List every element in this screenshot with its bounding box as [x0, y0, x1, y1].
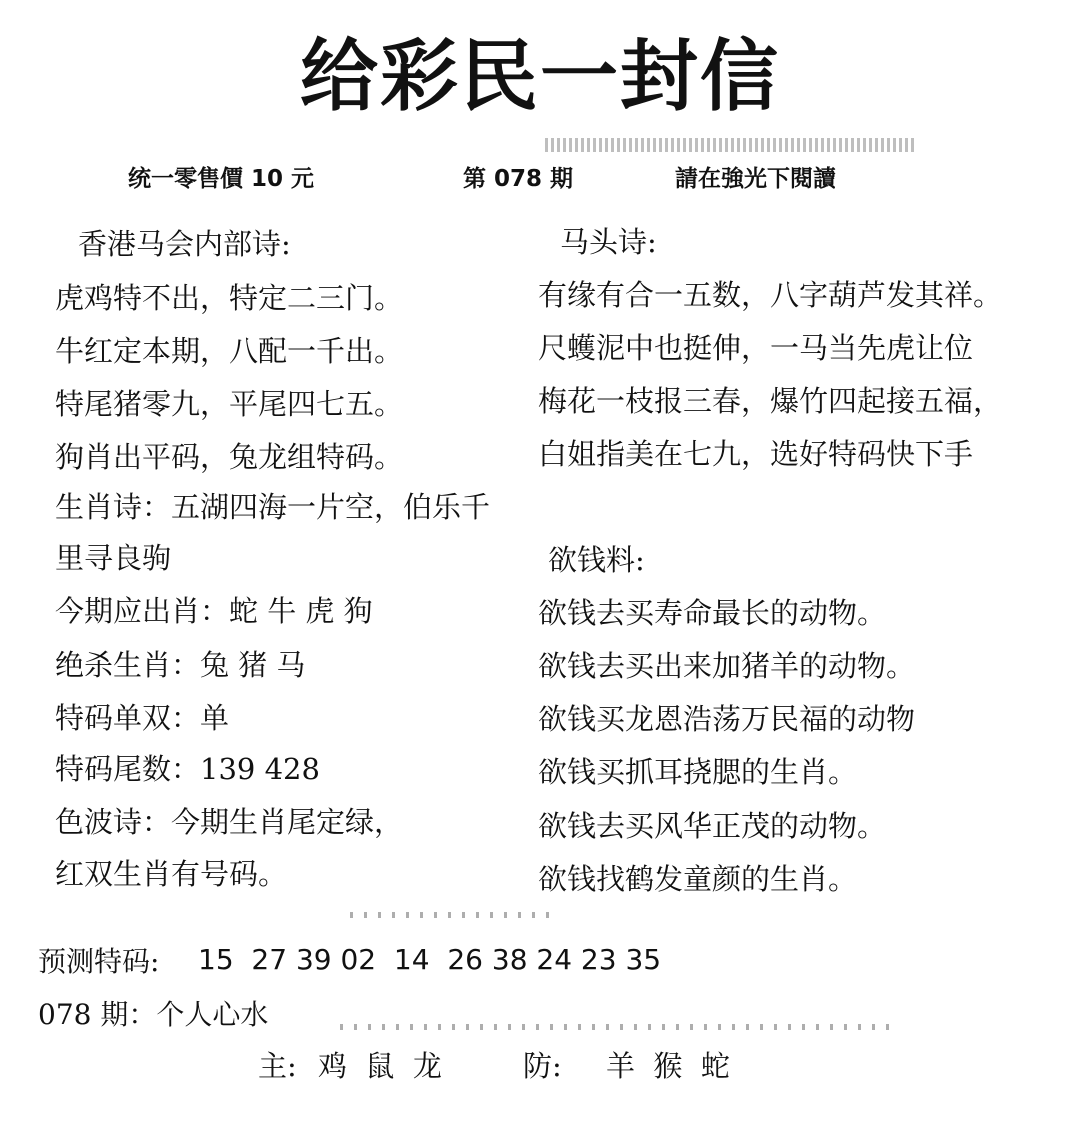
zodiac-poem-line-1: 生肖诗：五湖四海一片空，伯乐千 [55, 490, 491, 524]
money-line-2: 欲钱去买出来加猪羊的动物。 [538, 649, 916, 683]
current-zodiac: 今期应出肖：蛇 牛 虎 狗 [55, 594, 373, 628]
scan-noise [545, 138, 915, 152]
left-heading: 香港马会内部诗: [78, 227, 291, 261]
right-poem-line-2: 尺蠖泥中也挺伸，一马当先虎让位 [538, 331, 974, 365]
money-line-6: 欲钱找鹤发童颜的生肖。 [538, 862, 858, 896]
scan-noise-dots [350, 912, 550, 918]
money-heading: 欲钱料: [548, 543, 645, 577]
guard-label: 防: [523, 1049, 562, 1083]
money-line-4: 欲钱买抓耳挠腮的生肖。 [538, 755, 858, 789]
money-line-3: 欲钱买龙恩浩荡万民福的动物 [538, 702, 916, 736]
page-title: 给彩民一封信 [299, 32, 780, 122]
right-heading: 马头诗: [560, 225, 657, 259]
odd-even: 特码单双：单 [55, 701, 230, 735]
guard-values: 羊 猴 蛇 [606, 1049, 730, 1083]
scan-noise-dots [340, 1024, 900, 1030]
issue-label: 第 078 期 [463, 166, 574, 192]
left-poem-line-4: 狗肖出平码，兔龙组特码。 [55, 440, 404, 474]
main-label: 主: [258, 1049, 297, 1083]
prediction-numbers: 15 27 39 02 14 26 38 24 23 35 [198, 943, 662, 976]
tail-numbers: 特码尾数：139 428 [55, 752, 320, 786]
main-values: 鸡 鼠 龙 [318, 1049, 442, 1083]
issue-tip: 078 期：个人心水 [38, 998, 269, 1031]
left-poem-line-2: 牛红定本期，八配一千出。 [55, 334, 404, 368]
money-line-1: 欲钱去买寿命最长的动物。 [538, 596, 887, 630]
prediction-label: 预测特码: [38, 945, 160, 978]
left-poem-line-3: 特尾猪零九，平尾四七五。 [55, 387, 404, 421]
money-line-5: 欲钱去买风华正茂的动物。 [538, 809, 887, 843]
reading-notice: 請在強光下閱讀 [675, 166, 836, 192]
color-poem-line-1: 色波诗：今期生肖尾定绿， [55, 805, 404, 839]
zodiac-poem-line-2: 里寻良驹 [55, 541, 172, 575]
right-poem-line-1: 有缘有合一五数，八字葫芦发其祥。 [538, 278, 1003, 312]
right-poem-line-4: 白姐指美在七九，选好特码快下手 [538, 437, 974, 471]
right-poem-line-3: 梅花一枝报三春，爆竹四起接五福， [538, 384, 1003, 418]
kill-zodiac: 绝杀生肖：兔 猪 马 [55, 648, 306, 682]
color-poem-line-2: 红双生肖有号码。 [55, 857, 288, 891]
left-poem-line-1: 虎鸡特不出，特定二三门。 [55, 281, 404, 315]
price-label: 统一零售價 10 元 [128, 166, 315, 192]
